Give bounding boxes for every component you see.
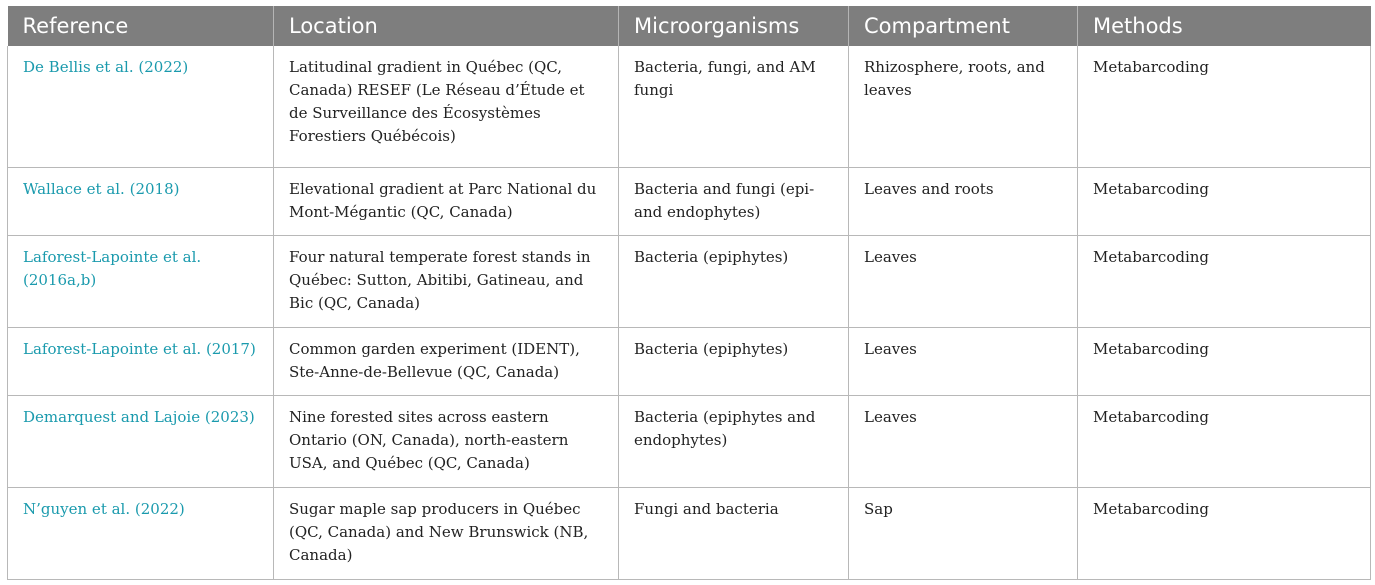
reference-link[interactable]: Demarquest and Lajoie (2023): [8, 396, 274, 488]
table-row: [8, 46, 1371, 168]
table-row: [8, 168, 1371, 236]
methods-cell: Metabarcoding: [1078, 488, 1371, 580]
methods-cell: Metabarcoding: [1078, 46, 1371, 168]
microorganisms-cell: Bacteria, fungi, and AM fungi: [619, 46, 849, 168]
compartment-cell: Leaves and roots: [849, 168, 1078, 236]
table-row: [8, 236, 1371, 328]
compartment-cell: Rhizosphere, roots, and leaves: [849, 46, 1078, 168]
location-cell: Sugar maple sap producers in Québec (QC, Canada) and New Brunswick (NB, Canada): [274, 488, 619, 580]
reference-link[interactable]: Wallace et al. (2018): [8, 168, 274, 236]
compartment-cell: Sap: [849, 488, 1078, 580]
compartment-cell: Leaves: [849, 328, 1078, 396]
table-row: [8, 488, 1371, 580]
microorganisms-cell: Bacteria and fungi (epi- and endophytes): [619, 168, 849, 236]
header-methods: Methods: [1078, 6, 1371, 46]
methods-cell: Metabarcoding: [1078, 328, 1371, 396]
microorganisms-cell: Bacteria (epiphytes): [619, 328, 849, 396]
compartment-cell: Leaves: [849, 236, 1078, 328]
reference-link[interactable]: Laforest-Lapointe et al. (2017): [8, 328, 274, 396]
methods-cell: Metabarcoding: [1078, 396, 1371, 488]
reference-link[interactable]: Laforest-Lapointe et al. (2016a,b): [8, 236, 274, 328]
header-compartment: Compartment: [849, 6, 1078, 46]
location-cell: Nine forested sites across eastern Ontario (ON, Canada), north-eastern USA, and Québec (QC, Canada): [274, 396, 619, 488]
reference-link[interactable]: N’guyen et al. (2022): [8, 488, 274, 580]
table-row: [8, 396, 1371, 488]
methods-cell: Metabarcoding: [1078, 236, 1371, 328]
header-microorganisms: Microorganisms: [619, 6, 849, 46]
microorganisms-cell: Bacteria (epiphytes): [619, 236, 849, 328]
references-table: [7, 6, 1371, 580]
reference-link[interactable]: De Bellis et al. (2022): [8, 46, 274, 168]
header-reference: Reference: [8, 6, 274, 46]
location-cell: Latitudinal gradient in Québec (QC, Canada) RESEF (Le Réseau d’Étude et de Surveillance des Écosystèmes Forestiers Québécois): [274, 46, 619, 168]
table-header: [8, 6, 1371, 46]
location-cell: Elevational gradient at Parc National du Mont-Mégantic (QC, Canada): [274, 168, 619, 236]
table-row: [8, 328, 1371, 396]
compartment-cell: Leaves: [849, 396, 1078, 488]
microorganisms-cell: Fungi and bacteria: [619, 488, 849, 580]
microorganisms-cell: Bacteria (epiphytes and endophytes): [619, 396, 849, 488]
header-row: [8, 6, 1371, 46]
location-cell: Common garden experiment (IDENT), Ste-Anne-de-Bellevue (QC, Canada): [274, 328, 619, 396]
location-cell: Four natural temperate forest stands in Québec: Sutton, Abitibi, Gatineau, and Bic (QC, Canada): [274, 236, 619, 328]
methods-cell: Metabarcoding: [1078, 168, 1371, 236]
table-body: [8, 46, 1371, 580]
header-location: Location: [274, 6, 619, 46]
